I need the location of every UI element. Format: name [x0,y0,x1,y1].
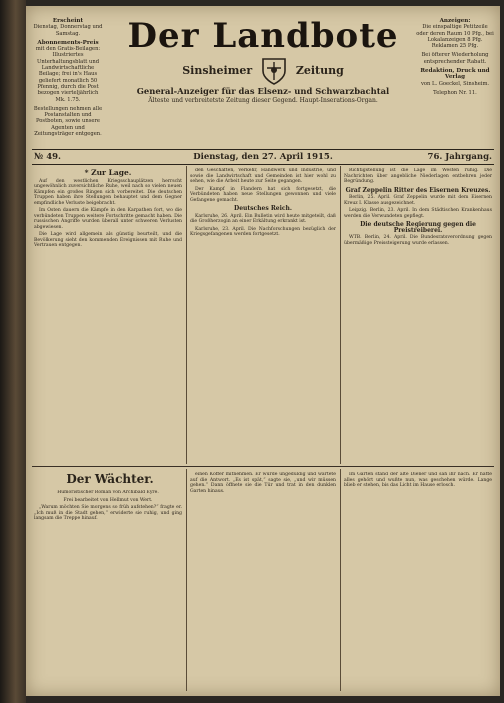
left-info-box [32,18,104,140]
volume-year: 76. Jahrgang. [427,152,492,162]
right-info-box [416,18,494,99]
column-divider [340,166,341,464]
article-paragraph: Die Lage wird allgemein als günstig beurteilt, und die Bevölkerung sieht den kommenden Ereignissen mit Ruhe und Vertrauen entgegen. [34,232,182,248]
right-box-text-1: Die einspaltige Petitzeile oder deren Raum 10 Pfg., bei Lokalanzeigen 8 Pfg. Reklamen 25 Pfg. [416,24,494,50]
issue-number: № 49. [34,152,61,162]
right-box-text-3: von L. Goeckel, Sinsheim. [420,80,490,87]
news-item: Berlin, 25. April. Graf Zeppelin wurde mit dem Eisernen Kreuz I. Klasse ausgezeichnet. [344,195,492,206]
book-binding [0,0,26,703]
issue-date: Dienstag, den 27. April 1915. [193,152,333,162]
coat-of-arms-icon [260,56,288,86]
column-bottom-right [344,472,492,690]
column-zur-lage [34,168,182,463]
news-item: Leipzig. Berlin, 23. April. In dem Städtischen Krankenhaus werden die Verwundeten gepflegt. [344,208,492,219]
heading-zur-lage: * Zur Lage. [84,168,132,177]
dateline [32,149,494,165]
right-box-head-1: Anzeigen: [439,18,471,24]
story-text: einen Koffer mitnehmen. Er wurde ungeduldig und wartete auf die Antwort. „Es ist spät,“ sagte sie, „und wir müssen gehen.“ Dann öffnete sie die Tür und trat in den dunklen Garten hinaus. [190,472,336,494]
heading-deutsches-reich: Deutsches Reich. [233,205,293,212]
left-box-head-1: Erscheint [52,18,84,24]
news-item: WTB. Berlin, 24. April. Die Bundesratsverordnung gegen übermäßige Preissteigerung wurde erlassen. [344,235,492,246]
article-paragraph: Auf den westlichen Kriegsschauplätzen herrscht ungewöhnlich zuversichtliche Ruhe, weil nach so vielen neuen Kämpfen ein großes Ringen sich vorbereitet. Die deutschen Truppen haben ihre Stellungen behauptet und dem Gegner empfindliche Verluste beigebracht. [34,178,182,206]
general-anzeiger-line: General-Anzeiger für das Elsenz- und Schwarzbachtal [136,86,390,96]
column-bottom-middle [190,472,336,690]
title-word-landbote: Landbote [212,16,399,56]
title-word-der: Der [127,16,200,56]
feuilleton-text: „Warum möchten Sie morgens so früh aufstehen?“ fragte er. „Ich muß in die Stadt gehen,“ erwiderte sie ruhig, und ging langsam die Treppe hinauf. [34,505,182,521]
column-middle [190,168,336,463]
right-box-head-3: Redaktion, Druck und Verlag [420,68,490,81]
heading-graf-zeppelin: Graf Zeppelin Ritter des Eisernen Kreuzes. [345,186,491,194]
feuilleton-byline: Humoristischer Roman von Archibald Eyre. [57,490,159,495]
subtitle-row [108,56,418,86]
column-divider [186,166,187,464]
left-box-head-2: Abonnements-Preis [37,39,99,46]
article-paragraph: Der Kampf in Flandern hat sich fortgesetzt, die Verbündeten haben neue Stellungen gewonnen und viele Gefangene gemacht. [190,186,336,203]
left-box-text-1: Dienstag, Donnerstag und Samstag. [33,24,103,37]
column-divider [340,469,341,691]
story-text: Im Garten stand der alte Diener und sah ihr nach. Er hatte alles gehört und wußte nun, was geschehen würde. Lange blieb er stehen, bis das Licht im Hause erlosch. [344,472,492,488]
tagline: Älteste und verbreitetste Zeitung dieser Gegend. Haupt-Inserations-Organ. [148,97,378,104]
left-box-text-3: Bestellungen nehmen alle Postanstalten und Postboten, sowie unsere Agenten und Zeitungsträger entgegen. [33,105,103,138]
feuilleton-title: Der Wächter. [66,472,154,486]
column-feuilleton [34,490,182,690]
article-paragraph: Im Osten dauern die Kämpfe in den Karpathen fort, wo die verbündeten Truppen weitere Fortschritte gemacht haben. Die russischen Angriffe wurden überall unter schweren Verlusten abgewiesen. [34,208,182,230]
news-item: Karlsruhe, 23. April. Die Nachforschungen bezüglich der Kriegsgefangenen werden fortgesetzt. [190,226,336,237]
article-paragraph: den Geschäften, Verkehr, Handwerk und Industrie, und sowie die Landwirtschaft und Gemeinden ist hier wohl zu sehen, wie die Arbeit heute zur Seite gegangen. [190,168,336,184]
column-right [344,168,492,463]
subtitle-left: Sinsheimer [182,64,253,77]
feuilleton-divider [32,466,494,467]
newspaper-page [26,6,500,696]
feuilleton-translator: Frei bearbeitet von Hellmut von Wert. [63,497,153,503]
subtitle-right: Zeitung [295,64,344,77]
masthead [108,16,418,105]
left-box-text-2: mit den Gratis-Beilagen: Illustriertes Unterhaltungsblatt und Landwirtschaftliche Beilage; frei in's Haus geliefert monatlich 50 Pfennig, durch die Post bezogen vierteljährlich Mk. 1.75. [35,46,101,103]
heading-preistreiberei: Die deutsche Regierung gegen die Preistreiberei. [360,221,476,234]
newspaper-title [108,16,418,56]
article-paragraph: Richtigstellung ist die Lage im Westen ruhig. Die Nachrichten über angebliche Niederlagen entbehren jeder Begründung. [344,168,492,184]
right-box-text-2: Bei öfterer Wiederholung entsprechender Rabatt. [421,52,489,65]
news-item: Karlsruhe, 26. April. Ein Bulletin wird heute mitgeteilt, daß die Großherzogin an einer Erkältung erkrankt ist. [190,213,336,224]
right-box-text-4: Telephon Nr. 11. [433,89,477,96]
column-divider [186,469,187,691]
